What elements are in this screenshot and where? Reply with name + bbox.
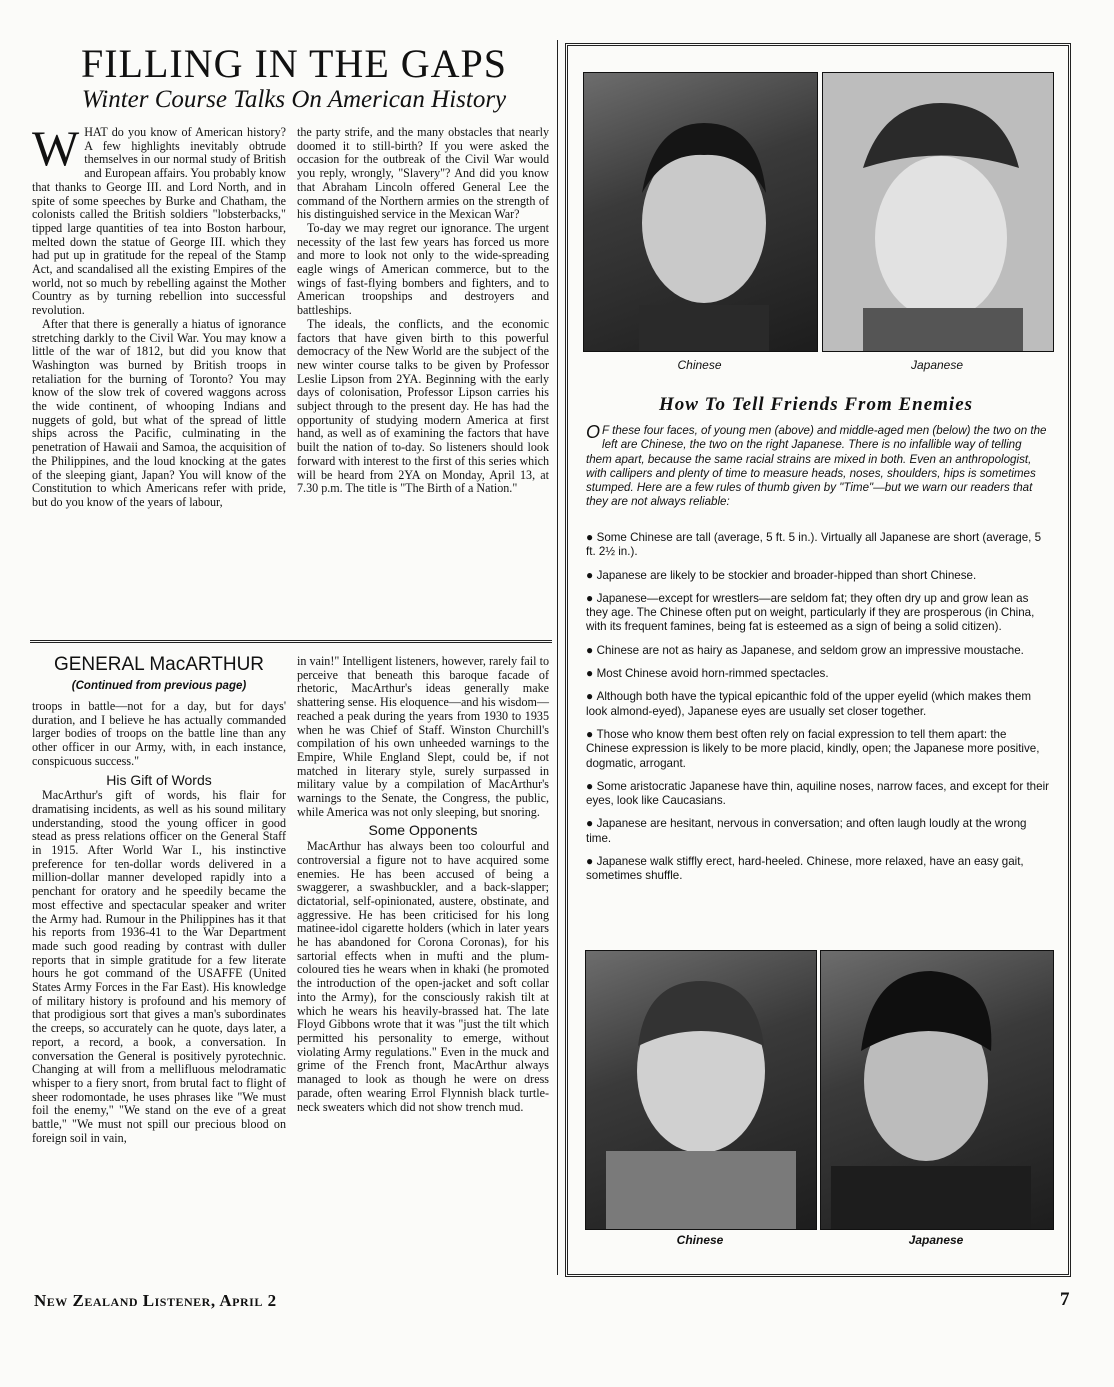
subhead-some-opponents: Some Opponents [368, 822, 478, 839]
page-number: 7 [1060, 1289, 1070, 1310]
caption-bottom-right: Japanese [908, 1233, 964, 1247]
portrait-icon [584, 73, 817, 351]
tip-item: ● Chinese are not as hairy as Japanese, and seldom grow an impressive moustache. [586, 642, 1024, 657]
article1-column-1 [32, 120, 286, 634]
bullet-icon: ● [586, 726, 597, 741]
continued-note: (Continued from previous page) [71, 680, 247, 692]
dropcap-w: W [32, 120, 80, 176]
column-rule [557, 40, 558, 1275]
tip-item: ● Although both have the typical epicanthic fold of the upper eyelid (which makes them look almond-eyed), Japanese eyes are usually set closer together. [586, 689, 1031, 718]
article2-column-1 [32, 700, 286, 1272]
headline-filling-in-the-gaps: FILLING IN THE GAPS [80, 41, 508, 86]
article2-column-2 [297, 655, 549, 1272]
article2-paragraph: troops in battle—not for a day, but for days' duration, and I believe he has actually commanded larger bodies of troops on the battle line than any other officer in our Army, with, in each instance, conspicuous success." [32, 699, 286, 768]
bullet-icon: ● [586, 854, 597, 869]
sidebar-intro [586, 424, 1050, 510]
photo-chinese-middle-aged [585, 950, 817, 1230]
sidebar-title: How To Tell Friends From Enemies [658, 394, 974, 415]
subhead-his-gift-of-words: His Gift of Words [106, 771, 212, 788]
tip-item: ● Some Chinese are tall (average, 5 ft. 5 in.). Virtually all Japanese are short (average, 5 ft. 2½ in.). [586, 530, 1042, 559]
intro-text: F these four faces, of young men (above) and middle-aged men (below) the two on the left are Chinese, the two on the right Japanese. There is no infallible way of telling them apart, because the same racial strains are mixed in both. Even an anthropologist, with callipers and plenty of time to measure heads, noses, shoulders, hips is sometimes stumped. Here are a few rules of thumb given by "Time"—but we warn our readers that they are not always reliable: [586, 424, 1047, 509]
caption-top-right: Japanese [910, 358, 964, 372]
article1-column-2 [297, 126, 549, 634]
subhead-winter-course: Winter Course Talks On American History [81, 86, 507, 113]
article1-paragraph: HAT do you know of American history? A few highlights inevitably obtrude themselves in our normal study of British and European affairs. You probably know that thanks to George III. and Lord North, and in spite of some speeches by Burke and Chatham, the colonists called the British soldiers "lobsterbacks," tipped large quantities of tea into Boston harbour, melted down the statue of George III. which they had put up in gratitude for the repeal of the Stamp Act, and scandalised all the existing Empires of the world, not so much by rebelling against the Mother Country as by turning rebellion into successful revolution. [32, 125, 286, 318]
intro-initial: O [586, 422, 601, 442]
article1-paragraph: the party strife, and the many obstacles that nearly doomed it to still-birth? If you were asked the occasion for the outbreak of the Civil War would you reply, wrongly, "Slavery"? And did you know that Abraham Lincoln offered General Lee the command of the Northern armies on the strength of his distinguished service in the Mexican War? [297, 125, 549, 222]
photo-chinese-young-man [583, 72, 818, 352]
bullet-icon: ● [586, 816, 597, 831]
footer-publication: New Zealand Listener, April 2 [34, 1291, 277, 1310]
tip-item: ● Japanese are likely to be stockier and broader-hipped than short Chinese. [586, 567, 977, 582]
article1-paragraph: To-day we may regret our ignorance. The urgent necessity of the last few years has forced us more and more to look not only to the wide-spreading eagle wings of American commerce, but to the wings of fast-flying bombers and fighters, and to American troopships and destroyers and battleships. [297, 220, 549, 318]
article2-paragraph: MacArthur's gift of words, his flair for dramatising incidents, as well as his sound military understanding, stood the young officer in good stead as press relations officer on the General Staff in 1915. After World War I., his instinctive preference for ten-dollar words delivered in a million-dollar manner developed rapidly into a penchant for oratory and he speedily became the most effective and spectacular speaker and writer the Army had. Rumour in the Philippines has it that his reports from 1936-41 to the War Department made such good reading by contrast with duller reports that in simple gratitude for a few literate hours he got command of the USAFFE (United States Army Forces in the Far East). His knowledge of military history is profound and his memory of that prodigious sort that gives a man's subordinates the creeps, so accurately can he quote, days later, a report, a record, a book, a conversation. In conversation the General is positively pyrotechnic. Changing at will from a mellifluous melodramatic whisper to a fiery snort, from brutal fact to flight of sheer rodomontade, he uses phrases like "We must foil the enemy," "We stand on the eve of a great battle," "We must not spill our precious blood on foreign soil in vain, [32, 788, 286, 1145]
bullet-icon: ● [586, 567, 597, 582]
photo-japanese-middle-aged [820, 950, 1054, 1230]
portrait-icon [823, 73, 1053, 351]
tips-list [586, 530, 1050, 892]
tip-item: ● Japanese walk stiffly erect, hard-heeled. Chinese, more relaxed, have an easy gait, sometimes shuffle. [586, 854, 1024, 883]
tip-item: ● Japanese are hesitant, nervous in conversation; and often laugh loudly at the wrong time. [586, 816, 1027, 845]
article2-paragraph: in vain!" Intelligent listeners, however, rarely fail to perceive that beneath this baroque facade of rhetoric, MacArthur's ideas generally make shattering sense. His eloquence—and his wisdom—reached a peak during the years from 1930 to 1935 when he was Chief of Staff. Winston Churchill's compilation of his own unheeded warnings to the Empire, While England Slept, could be, if not matched in literary style, surely surpassed in military value by a compilation of MacArthur's warnings to the Senate, the Congress, the public, while America was not only sleeping, but snoring. [297, 654, 549, 819]
article2-paragraph: MacArthur has always been too colourful and controversial a figure not to have acquired some enemies. He has been accused of being a swaggerer, a swashbuckler, and a back-slapper; dictatorial, self-opinionated, austere, obstinate, and aggressive. He has been criticised for his long matinee-idol cigarette holders (which in later years he has abandoned for Corona Coronas), for his sartorial effects when in mufti and the plum-coloured ties he wears when in khaki (he promoted the introduction of the open-jacket and soft collar into the Army), for the consciously rakish tilt at which he wears his heavily-brassed hat. The late Floyd Gibbons wrote that it was "just the tilt which permitted his personality to emerge, without violating Army regulations." Even in the muck and grime of the French front, MacArthur always managed to look as though he were on dress parade, often wearing Errol Flynnish black turtle-neck sweaters which did not show trench mud. [297, 839, 549, 1114]
caption-top-left: Chinese [677, 358, 722, 372]
bullet-icon: ● [586, 666, 597, 681]
article1-paragraph: The ideals, the conflicts, and the economic factors that have given birth to this powerful democracy of the New World are the subject of the new winter course talks to be given by Professor Leslie Lipson from 2YA. Beginning with the early days of colonisation, Professor Lipson carries his subject through to the present day. He has had the opportunity of studying modern America at first hand, as well as of examining the factors that have built the nation of to-day. So listeners should look forward with interest to the first of this series which will be heard from 2YA on Monday, April 13, at 7.30 p.m. The title is "The Birth of a Nation." [297, 316, 549, 496]
caption-bottom-left: Chinese [676, 1233, 724, 1247]
bullet-icon: ● [586, 642, 597, 657]
tip-item: ● Those who know them best often rely on facial expression to tell them apart: the Chinese expression is likely to be more placid, kindly, open; the Japanese more positive, dogmatic, arrogant. [586, 726, 1040, 770]
tip-item: ● Some aristocratic Japanese have thin, aquiline noses, narrow faces, and except for their eyes, look like Caucasians. [586, 778, 1049, 808]
headline-general-macarthur: GENERAL MacARTHUR [53, 654, 265, 675]
portrait-icon [586, 951, 816, 1229]
bullet-icon: ● [586, 530, 597, 544]
bullet-icon: ● [586, 590, 597, 605]
tip-item: ● Japanese—except for wrestlers—are seldom fat; they often dry up and grow lean as they age. The Chinese often put on weight, particularly if they are prosperous (in China, with its frequent famines, being fat is esteemed as a sign of being a solid citizen). [586, 590, 1035, 634]
section-divider [30, 640, 552, 643]
photo-japanese-young-man [822, 72, 1054, 352]
bullet-icon: ● [586, 689, 597, 704]
bullet-icon: ● [586, 778, 597, 793]
article1-paragraph: After that there is generally a hiatus of ignorance stretching darkly to the Civil War. You may know a little of the war of 1812, but did you know that Washington was burned by British troops in retaliation for the burning of Toronto? You may know of the slow trek of covered waggons across the wide continent, of whooping Indians and nuggets of gold, but what of the spread of little ships across the Pacific, culminating in the penetration of Hawaii and Samoa, the acquisition of the Philippines, and the loud knocking at the gates of the sleeping giant, Japan? You will know of the Constitution to which Americans refer with pride, but do you know of the years of labour, [32, 316, 286, 509]
portrait-icon [821, 951, 1053, 1229]
tip-item: ● Most Chinese avoid horn-rimmed spectacles. [586, 666, 829, 681]
